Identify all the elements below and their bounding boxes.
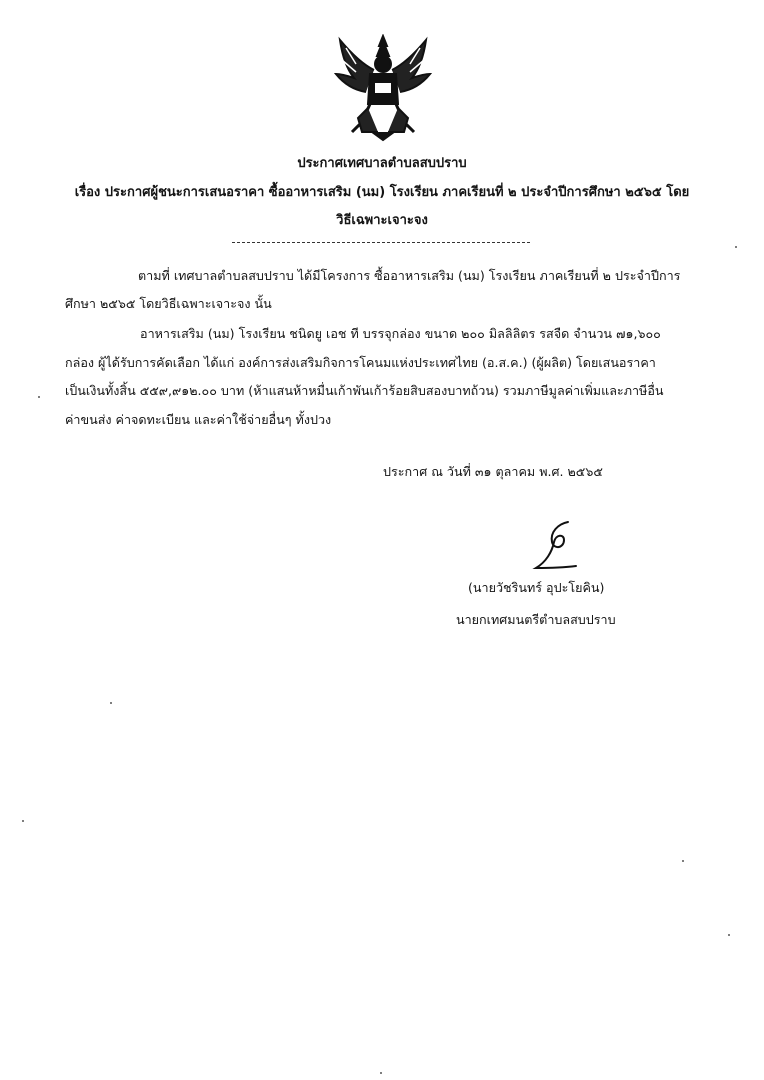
signature-mark-icon <box>524 518 584 574</box>
signer-name: (นายวัชรินทร์ อุปะโยคิน) <box>468 580 605 595</box>
scan-speck <box>728 934 730 936</box>
paragraph2-line2: กล่อง ผู้ได้รับการคัดเลือก ได้แก่ องค์การส่งเสริมกิจการโคนมแห่งประเทศไทย (อ.ส.ค.) (ผู้ผลิต) โดยเสนอราคา <box>65 355 656 370</box>
separator-rule <box>232 242 530 243</box>
scan-speck <box>682 860 684 862</box>
paragraph2-line4: ค่าขนส่ง ค่าจดทะเบียน และค่าใช้จ่ายอื่นๆ ทั้งปวง <box>65 412 332 427</box>
scan-speck <box>38 396 40 398</box>
announcement-date: ประกาศ ณ วันที่ ๓๑ ตุลาคม พ.ศ. ๒๕๖๕ <box>383 464 603 479</box>
issuer-heading: ประกาศเทศบาลตำบลสบปราบ <box>297 156 467 171</box>
paragraph1-line1: ตามที่ เทศบาลตำบลสบปราบ ได้มีโครงการ ซื้ออาหารเสริม (นม) โรงเรียน ภาคเรียนที่ ๒ ประจำปีการ <box>138 268 681 283</box>
paragraph2-line1: อาหารเสริม (นม) โรงเรียน ชนิดยู เอช ที บรรจุกล่อง ขนาด ๒๐๐ มิลลิลิตร รสจืด จำนวน ๗๑,๖๐๐ <box>140 326 661 341</box>
scan-speck <box>380 1072 382 1074</box>
paragraph1-line2: ศึกษา ๒๕๖๕ โดยวิธีเฉพาะเจาะจง นั้น <box>65 296 272 311</box>
subject-heading-line2: วิธีเฉพาะเจาะจง <box>336 213 428 228</box>
scan-speck <box>22 820 24 822</box>
subject-heading-line1: เรื่อง ประกาศผู้ชนะการเสนอราคา ซื้ออาหารเสริม (นม) โรงเรียน ภาคเรียนที่ ๒ ประจำปีการศึกษา ๒๕๖๕ โดย <box>74 185 690 200</box>
scan-speck <box>110 702 112 704</box>
paragraph2-line3: เป็นเงินทั้งสิ้น ๕๕๙,๙๑๒.๐๐ บาท (ห้าแสนห้าหมื่นเก้าพันเก้าร้อยสิบสองบาทถ้วน) รวมภาษีมูลค่าเพิ่มและภาษีอื่น <box>65 383 664 398</box>
garuda-emblem-icon <box>332 34 434 142</box>
signer-position: นายกเทศมนตรีตำบลสบปราบ <box>456 612 616 627</box>
scan-speck <box>735 246 737 248</box>
